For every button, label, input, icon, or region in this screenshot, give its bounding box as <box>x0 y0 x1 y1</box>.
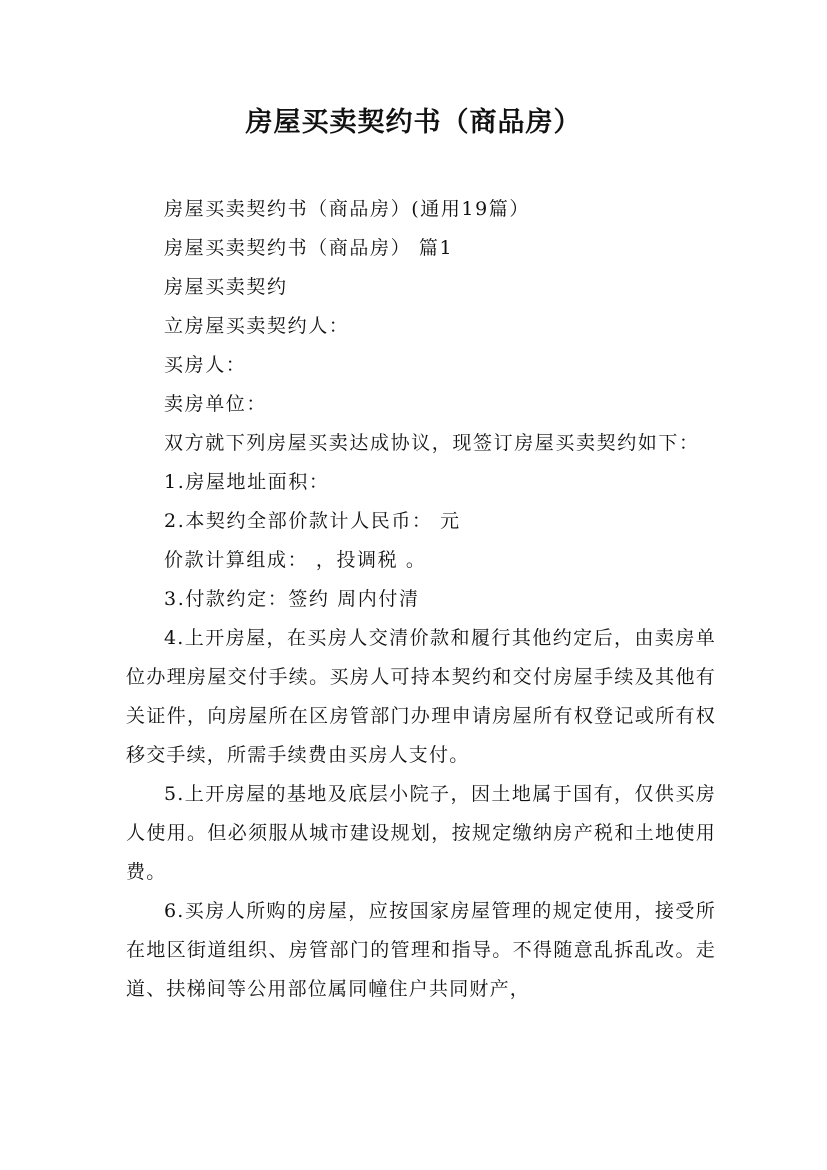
paragraph-clause-4: 4.上开房屋，在买房人交清价款和履行其他约定后，由卖房单位办理房屋交付手续。买房人可持本契约和交付房屋手续及其他有关证件，向房屋所在区房管部门办理申请房屋所有权登记或所有权移交手续，所需手续费由买房人支付。 <box>126 627 716 766</box>
document-body <box>126 190 716 1009</box>
paragraph-clause-1: 1.房屋地址面积： <box>164 471 330 493</box>
paragraph-agreement-intro: 双方就下列房屋买卖达成协议，现签订房屋买卖契约如下： <box>164 432 700 454</box>
paragraph-contract-name: 房屋买卖契约 <box>164 276 288 298</box>
paragraph-clause-5: 5.上开房屋的基地及底层小院子，因土地属于国有，仅供买房人使用。但必须服从城市建设规划，按规定缴纳房产税和土地使用费。 <box>126 783 716 883</box>
document-title: 房屋买卖契约书（商品房） <box>245 107 582 138</box>
paragraph-subtitle: 房屋买卖契约书（商品房）(通用19篇） <box>164 198 530 220</box>
paragraph-clause-6: 6.买房人所购的房屋，应按国家房屋管理的规定使用，接受所在地区街道组织、房管部门的管理和指导。不得随意乱拆乱改。走道、扶梯间等公用部位属同幢住户共同财产， <box>126 900 716 1000</box>
paragraph-clause-3: 3.付款约定：签约 周内付清 <box>164 588 420 610</box>
paragraph-section-heading: 房屋买卖契约书（商品房） 篇1 <box>164 237 454 259</box>
paragraph-clause-2: 2.本契约全部价款计人民币： 元 <box>164 510 461 532</box>
paragraph-price-breakdown: 价款计算组成： ，投调税 。 <box>164 549 427 571</box>
paragraph-buyer-label: 买房人： <box>164 354 247 376</box>
paragraph-parties-label: 立房屋买卖契约人： <box>164 315 350 337</box>
paragraph-seller-label: 卖房单位： <box>164 393 268 415</box>
